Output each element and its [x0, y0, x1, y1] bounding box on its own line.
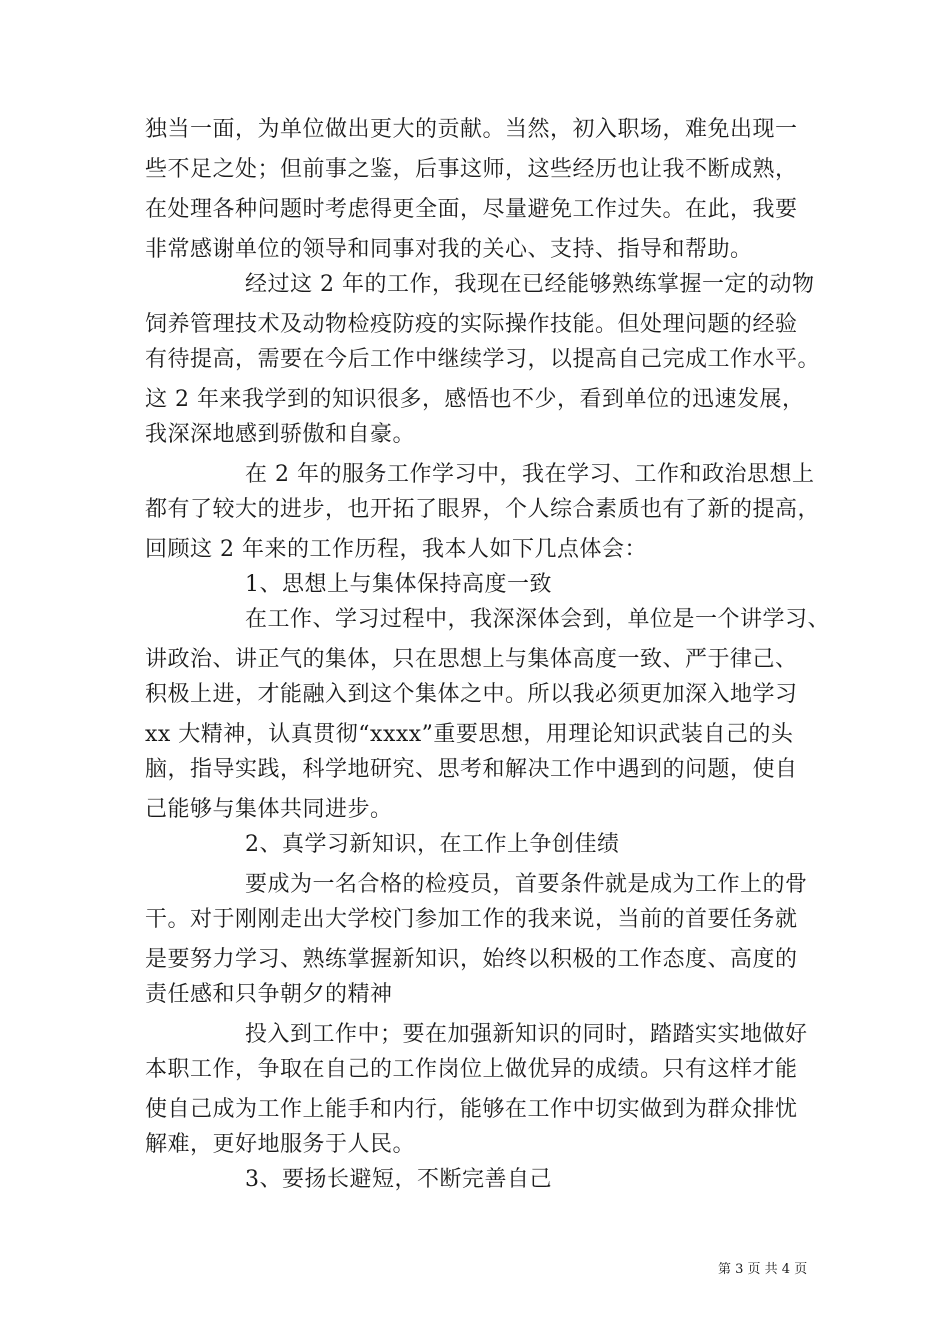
- text-line: 都有了较大的进步，也开拓了眼界，个人综合素质也有了新的提高，: [145, 497, 821, 522]
- text-line: 回顾这 2 年来的工作历程，我本人如下几点体会：: [145, 537, 647, 562]
- text-line: xx 大精神，认真贯彻“xxxx”重要思想，用理论知识武装自己的头: [145, 722, 794, 747]
- text-line: 己能够与集体共同进步。: [145, 797, 393, 822]
- text-line: 责任感和只争朝夕的精神: [145, 982, 393, 1007]
- text-line: 些不足之处；但前事之鉴，后事这师，这些经历也让我不断成熟，: [145, 157, 798, 182]
- text-line: 积极上进，才能融入到这个集体之中。所以我必须更加深入地学习: [145, 682, 798, 707]
- text-line: 有待提高，需要在今后工作中继续学习，以提高自己完成工作水平。: [145, 347, 821, 372]
- text-line: 是要努力学习、熟练掌握新知识，始终以积极的工作态度、高度的: [145, 947, 798, 972]
- text-line: 干。对于刚刚走出大学校门参加工作的我来说，当前的首要任务就: [145, 907, 798, 932]
- section-heading: 2、真学习新知识，在工作上争创佳绩: [245, 832, 620, 857]
- text-line: 我深深地感到骄傲和自豪。: [145, 422, 416, 447]
- section-heading: 1、思想上与集体保持高度一致: [245, 572, 552, 597]
- page-number: 第 3 页 共 4 页: [718, 1262, 808, 1277]
- text-line: 脑，指导实践，科学地研究、思考和解决工作中遇到的问题，使自: [145, 757, 798, 782]
- text-line: 非常感谢单位的领导和同事对我的关心、支持、指导和帮助。: [145, 237, 753, 262]
- text-line: 饲养管理技术及动物检疫防疫的实际操作技能。但处理问题的经验: [145, 312, 798, 337]
- paragraph-start: 投入到工作中；要在加强新知识的同时，踏踏实实地做好: [245, 1022, 808, 1047]
- paragraph-start: 在 2 年的服务工作学习中，我在学习、工作和政治思想上: [245, 462, 815, 487]
- text-line: 独当一面，为单位做出更大的贡献。当然，初入职场，难免出现一: [145, 117, 798, 142]
- text-line: 使自己成为工作上能手和内行，能够在工作中切实做到为群众排忧: [145, 1097, 798, 1122]
- text-line: 在处理各种问题时考虑得更全面，尽量避免工作过失。在此，我要: [145, 197, 798, 222]
- paragraph-start: 经过这 2 年的工作，我现在已经能够熟练掌握一定的动物: [245, 272, 815, 297]
- paragraph-start: 要成为一名合格的检疫员，首要条件就是成为工作上的骨: [245, 872, 808, 897]
- text-line: 讲政治、讲正气的集体，只在思想上与集体高度一致、严于律己、: [145, 647, 798, 672]
- section-heading: 3、要扬长避短，不断完善自己: [245, 1167, 552, 1192]
- paragraph-start: 在工作、学习过程中，我深深体会到，单位是一个讲学习、: [245, 607, 831, 632]
- text-line: 解难，更好地服务于人民。: [145, 1132, 416, 1157]
- text-line: 本职工作，争取在自己的工作岗位上做优异的成绩。只有这样才能: [145, 1057, 798, 1082]
- text-line: 这 2 年来我学到的知识很多，感悟也不少，看到单位的迅速发展，: [145, 387, 805, 412]
